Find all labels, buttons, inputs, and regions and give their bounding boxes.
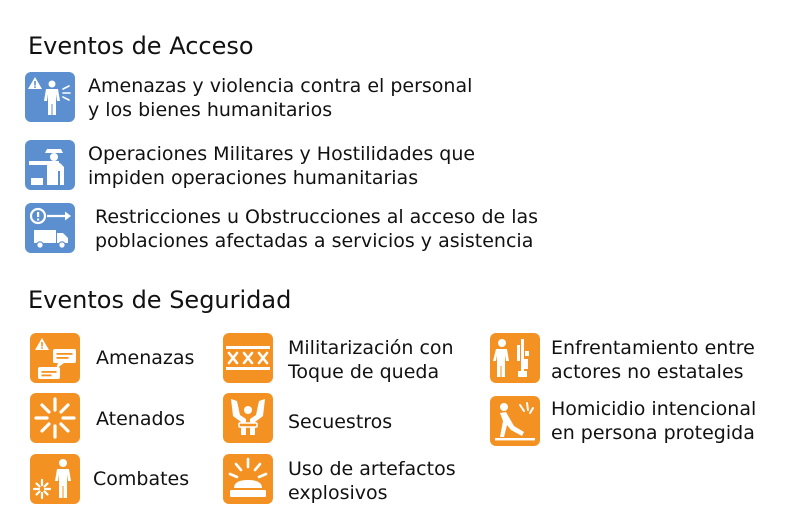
- threat-message-icon: [30, 333, 80, 383]
- armed-clash-icon: [490, 333, 540, 383]
- security-item-label-homicidio: Homicidio intencional en persona protegida: [551, 398, 757, 444]
- military-checkpoint-icon: [25, 140, 75, 190]
- security-item-label-secuestros: Secuestros: [288, 411, 393, 433]
- kidnapping-icon: [223, 393, 273, 443]
- curfew-barrier-icon: [223, 333, 273, 383]
- restricted-truck-icon: [25, 203, 75, 253]
- security-item-label-combates: Combates: [93, 468, 190, 490]
- security-item-label-artefactos: Uso de artefactos explosivos: [288, 458, 456, 504]
- security-item-label-militarizacion: Militarización con Toque de queda: [288, 337, 454, 383]
- blast-icon: [30, 393, 80, 443]
- access-item-label-1: Amenazas y violencia contra el personal y los bienes humanitarios: [88, 75, 473, 121]
- homicide-icon: [490, 396, 540, 446]
- explosive-device-icon: [223, 454, 273, 504]
- security-item-label-atenados: Atenados: [96, 408, 186, 430]
- threat-person-icon: [25, 72, 75, 122]
- access-section-title: Eventos de Acceso: [28, 32, 254, 60]
- security-item-label-amenazas: Amenazas: [96, 347, 195, 369]
- access-item-label-2: Operaciones Militares y Hostilidades que impiden operaciones humanitarias: [88, 143, 476, 189]
- combat-icon: [30, 454, 80, 504]
- security-section-title: Eventos de Seguridad: [28, 286, 292, 314]
- access-item-label-3: Restricciones u Obstrucciones al acceso de las poblaciones afectadas a servicios y asistencia: [95, 206, 539, 252]
- security-item-label-enfrentamiento: Enfrentamiento entre actores no estatales: [551, 337, 755, 383]
